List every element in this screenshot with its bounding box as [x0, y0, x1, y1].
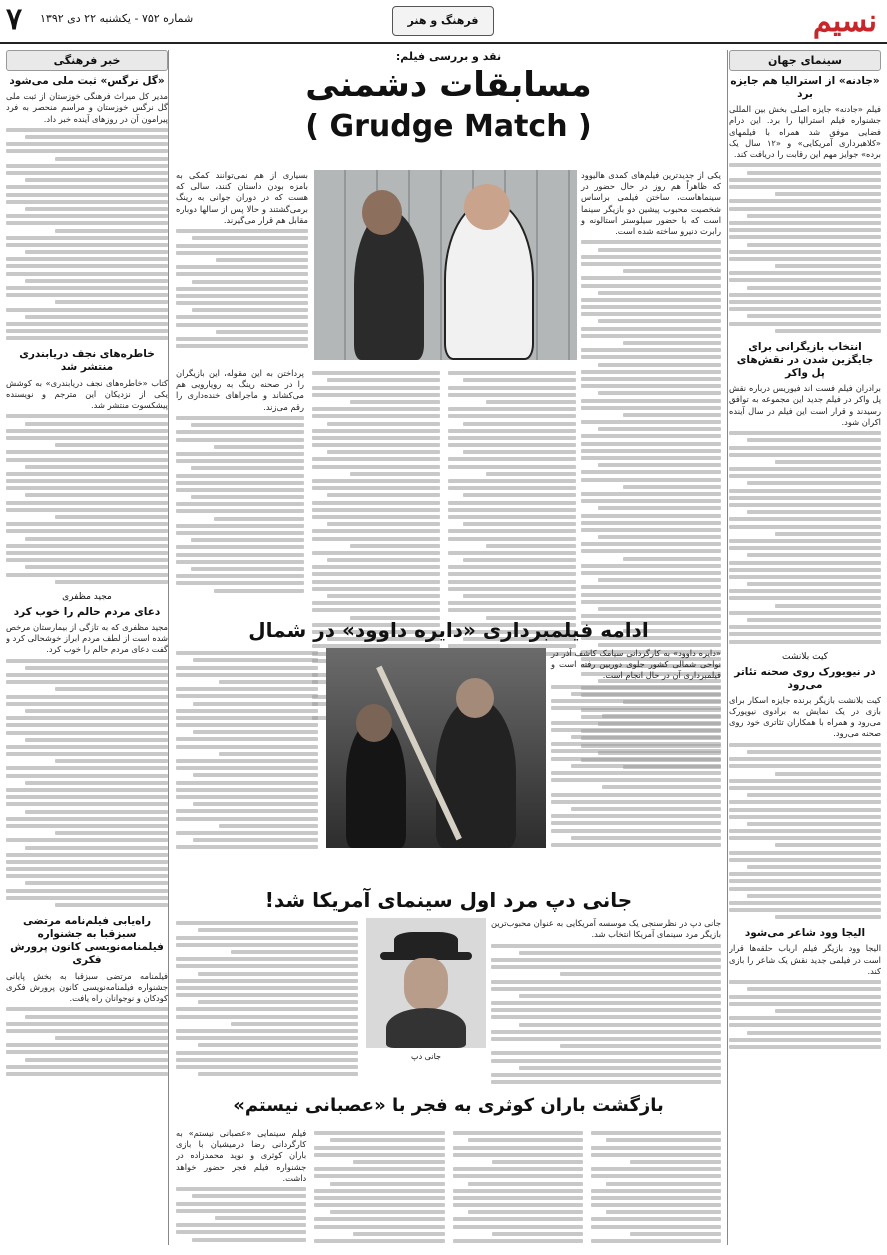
article-kicker: کیت بلانشت	[782, 651, 828, 662]
article-title: در نیویورک روی صحنه تئاتر می‌رود	[734, 665, 876, 691]
body-text-lines	[729, 980, 881, 1049]
article-kicker: مجید مظفری	[62, 591, 112, 602]
body-text-lines	[448, 371, 576, 655]
article-title: دعای مردم حالم را خوب کرد	[13, 605, 161, 618]
review-title: مسابقات دشمنی	[305, 65, 592, 105]
article-body: کتاب «خاطره‌های نجف دریابندری» به کوشش یکی از نزدیکان این مترجم و نویسنده پیشکسوت منتشر شد.	[6, 377, 168, 411]
section2-text	[551, 648, 721, 850]
section3-text-left	[176, 918, 358, 1079]
article-title: «گل نرگس» ثبت ملی می‌شود	[9, 75, 165, 87]
section3-text	[491, 918, 721, 1087]
issue-info: شماره ۷۵۲ - یکشنبه ۲۲ دی ۱۳۹۲	[40, 12, 194, 25]
section-title-baran-kowsari: بازگشت باران کوثری به فجر با «عصبانی نیستم»	[233, 1095, 664, 1116]
section3-paragraph: جانی دپ در نظرسنجی یک موسسه آمریکایی به عنوان محبوب‌ترین بازیگر مرد سینمای آمریکا انتخاب شد.	[491, 918, 721, 940]
article-body: فیلم «جادنه» جایزه اصلی بخش بین المللی جشنواره فیلم استرالیا را برد. این درام فضایی موفق شد همراه با فیلمهای «کلاهبرداری آمریکایی» و «۱۲ سال یک برده» جوایز مهم این رقابت را دریافت کند.	[729, 104, 881, 160]
masthead	[0, 0, 887, 44]
film-still-photo	[326, 648, 546, 848]
review-kicker: نقد و بررسی فیلم:	[395, 50, 502, 63]
column-divider	[727, 50, 728, 1245]
photo-caption: جانی دپ	[411, 1052, 441, 1061]
section-label: فرهنگ و هنر	[392, 6, 494, 36]
section4-text	[176, 1128, 721, 1245]
newspaper-logo: نسیم	[812, 4, 877, 39]
body-text-lines	[176, 651, 318, 849]
article-body: مجید مظفری که به تازگی از بیمارستان مرخص شده است از لطف مردم ابراز خوشحالی کرد و گفت دعای مردم حالم را خوب کرد.	[6, 621, 168, 655]
body-text-lines	[176, 921, 358, 1076]
column-divider	[168, 50, 169, 1245]
article-title: انتخاب بازیگرانی برای جایگزین شدن در نقش‌های پل واکر	[736, 340, 874, 380]
body-text-lines	[591, 1131, 721, 1245]
section2-paragraph: «دایره داوود» به کارگردانی سیامک کاشف آذر در نواحی شمالی کشور جلوی دوربین رفته است و فیلمبرداری آن در حال انجام است.	[551, 648, 721, 681]
article-title: خاطره‌های نجف دریابندری منتشر شد	[19, 348, 155, 374]
left-column	[6, 50, 168, 1245]
johnny-depp-photo	[366, 918, 486, 1048]
right-column	[729, 50, 881, 1245]
section-title-daireh-davood: ادامه فیلمبرداری «دایره داوود» در شمال	[248, 618, 649, 642]
article-body: مدیر کل میراث فرهنگی خوزستان از ثبت ملی گل نرگس خوزستان و مراسم منحصر به فرد پیرامون آن در روزهای آینده خبر داد.	[6, 91, 168, 124]
body-text-lines	[6, 414, 168, 583]
review-paragraph: پرداختن به این مقوله، این بازیگران را در صحنه رینگ به رویارویی هم می‌کشاند و ماجراهای خنده‌داری را رقم می‌زند.	[176, 368, 304, 412]
section4-paragraph: فیلم سینمایی «عصبانی نیستم» به کارگردانی رضا درمیشیان با بازی باران کوثری و نوید محمدزاده در جشنواره فیلم فجر حضور خواهد داشت.	[176, 1128, 307, 1183]
article-body: الیجا وود بازیگر فیلم ارباب حلقه‌ها قرار است در فیلمی جدید نقش یک شاعر را بازی کند.	[729, 943, 881, 976]
article-body: فیلمنامه مرتضی سبزقبا به بخش پایانی جشنواره فیلمنامه‌نویسی کانون پرورش فکری کودکان و نوجوانان راه یافت.	[6, 970, 168, 1003]
right-column-header: سینمای جهان	[729, 50, 881, 71]
body-text-lines	[6, 659, 168, 907]
body-text-lines	[729, 743, 881, 920]
review-paragraph: یکی از جدیدترین فیلم‌های کمدی هالیوود که ظاهراً هم روز در حال حضور در سینماهاست، ساختن فیلمی براساس شخصیت محبوب پیشین دو بازیگر سینما است که با حضور سیلوستر استالونه و رابرت دنیرو ساخته شده است.	[581, 170, 721, 237]
body-text-lines	[6, 1007, 168, 1076]
article-body: برادران فیلم فست اند فیوریس درباره نقش پل واکر در فیلم جدید این مجموعه به توافق رسیدند و قرار است این فیلم در سال آینده اکران شود.	[729, 383, 881, 427]
body-text-lines	[176, 1187, 306, 1245]
review-paragraph: بسیاری از هم نمی‌توانند کمکی به بامزه بودن داستان کنند، سالی که هست که در دوران جوانی به رینگ برمی‌گشتند و حالا پس از سالها دوباره مقابل هم قرار می‌گیرند.	[176, 170, 308, 225]
body-text-lines	[453, 1131, 583, 1245]
body-text-lines	[729, 163, 881, 332]
body-text-lines	[491, 944, 721, 1085]
section2-text-left	[176, 648, 318, 852]
article-title: راه‌یابی فیلم‌نامه مرتضی سبزقبا به جشنواره فیلمنامه‌نویسی کانون پرورش فکری	[10, 915, 164, 967]
review-text-col-5	[176, 170, 308, 351]
section-title-johnny-depp: جانی دپ مرد اول سینمای آمریکا شد!	[264, 888, 633, 912]
page-number: ۷	[6, 2, 23, 37]
body-text-lines	[176, 416, 304, 593]
article-title: الیجا وود شاعر می‌شود	[744, 927, 866, 940]
body-text-lines	[551, 685, 721, 847]
body-text-lines	[314, 1131, 444, 1245]
middle-column	[176, 50, 721, 1245]
left-column-header: خبر فرهنگی	[6, 50, 168, 71]
body-text-lines	[729, 431, 881, 643]
article-title: «جادنه» از استرالیا هم جایزه برد	[730, 75, 880, 101]
body-text-lines	[6, 128, 168, 340]
body-text-lines	[176, 229, 308, 348]
review-title-english: ( Grudge Match )	[305, 109, 592, 144]
film-still-photo	[314, 170, 577, 360]
article-body: کیت بلانشت بازیگر برنده جایزه اسکار برای بازی در یک نمایش به برادوی نیویورک می‌رود و همراه با همکاران تئاتری خود روی صحنه می‌رود.	[729, 694, 881, 739]
